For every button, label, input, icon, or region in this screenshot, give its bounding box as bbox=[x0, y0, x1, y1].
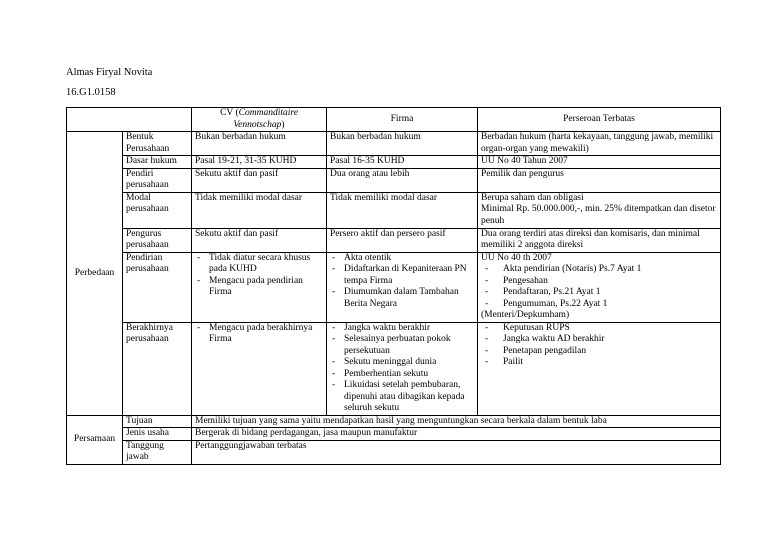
cell-pt bbox=[478, 322, 721, 415]
group-label-persamaan: Persamaan bbox=[67, 415, 123, 464]
list-item: - Likuidasi setelah pembubaran, dipenuhi atau dibagikan kepada seluruh sekutu bbox=[330, 380, 474, 415]
row-label: Berakhirnya perusahaan bbox=[123, 322, 192, 415]
list-item: - Akta otentik bbox=[330, 253, 474, 265]
row-label: Tanggung jawab bbox=[123, 440, 192, 464]
merged-cell: Memiliki tujuan yang sama yaitu mendapatkan hasil yang menguntungkan secara berkala dalam bentuk laba bbox=[192, 415, 721, 428]
row-label: Pendirian perusahaan bbox=[123, 252, 192, 322]
cell-pt: Pemilik dan pengurus bbox=[478, 168, 721, 192]
column-header-cv: CV (Commanditaire Vennotschap) bbox=[192, 108, 327, 132]
cell-cv: Tidak memiliki modal dasar bbox=[192, 192, 327, 228]
student-id: 16.G1.0158 bbox=[66, 87, 116, 98]
list-item: - Didaftarkan di Kepaniteraan PN tempa Firma bbox=[330, 264, 474, 287]
table-row bbox=[67, 156, 721, 169]
cell-firma: Bukan berbadan hukum bbox=[327, 132, 478, 156]
cell-pt-line: Minimal Rp. 50.000.000,-, min. 25% ditempatkan dan disetor penuh bbox=[481, 204, 716, 226]
cell-pt-heading: UU No 40 th 2007 bbox=[481, 252, 552, 263]
list-item: - Pengumuman, Ps.22 Ayat 1 bbox=[481, 299, 717, 311]
column-header-pt: Perseroan Terbatas bbox=[478, 108, 721, 132]
cell-pt: Berbadan hukum (harta kekayaan, tanggung jawab, memiliki organ-organ yang mewakili) bbox=[478, 132, 721, 156]
cell-firma bbox=[327, 252, 478, 322]
row-label: Pengurus perusahaan bbox=[123, 228, 192, 252]
list-item: - Diumumkan dalam Tambahan Berita Negara bbox=[330, 287, 474, 310]
cell-pt: Dua orang terdiri atas direksi dan komisaris, dan minimal memiliki 2 anggota direksi bbox=[478, 228, 721, 252]
cell-pt-note: (Menteri/Depkumham) bbox=[481, 310, 570, 320]
table-row bbox=[67, 228, 721, 252]
list-item: - Pendaftaran, Ps.21 Ayat 1 bbox=[481, 287, 717, 299]
table-row bbox=[67, 132, 721, 156]
comparison-table bbox=[66, 107, 721, 465]
merged-cell: Bergerak di bidang perdagangan, jasa maupun manufaktur bbox=[192, 428, 721, 441]
table-row bbox=[67, 428, 721, 441]
row-label: Modal perusahaan bbox=[123, 192, 192, 228]
column-header-firma: Firma bbox=[327, 108, 478, 132]
list-item: - Sekutu meninggal dunia bbox=[330, 357, 474, 369]
list-item: - Akta pendirian (Notaris) Ps.7 Ayat 1 bbox=[481, 264, 717, 276]
header-empty-cell bbox=[123, 108, 192, 132]
author-name: Almas Firyal Novita bbox=[66, 67, 153, 78]
group-label-perbedaan: Perbedaan bbox=[67, 132, 123, 416]
row-label: Dasar hukum bbox=[123, 156, 192, 169]
header-empty-cell bbox=[67, 108, 123, 132]
list-item: - Selesainya perbuatan pokok persekutuan bbox=[330, 334, 474, 357]
cell-cv: Sekutu aktif dan pasif bbox=[192, 168, 327, 192]
cell-firma: Tidak memiliki modal dasar bbox=[327, 192, 478, 228]
cell-pt bbox=[478, 252, 721, 322]
merged-cell: Pertanggungjawaban terbatas bbox=[192, 440, 721, 464]
list-item: - Pengesahan bbox=[481, 276, 717, 288]
list-item: - Mengacu pada berakhirnya Firma bbox=[195, 323, 323, 346]
table-header-row bbox=[67, 108, 721, 132]
cell-pt: UU No 40 Tahun 2007 bbox=[478, 156, 721, 169]
list-item: - Penetapan pengadilan bbox=[481, 346, 717, 358]
cell-firma: Pasal 16-35 KUHD bbox=[327, 156, 478, 169]
table-row bbox=[67, 415, 721, 428]
list-item: - Jangka waktu AD berakhir bbox=[481, 334, 717, 346]
row-label: Tujuan bbox=[123, 415, 192, 428]
cell-pt-line: Berupa saham dan obligasi bbox=[481, 192, 584, 203]
cell-firma: Persero aktif dan persero pasif bbox=[327, 228, 478, 252]
table-row bbox=[67, 192, 721, 228]
cell-cv: Bukan berbadan hukum bbox=[192, 132, 327, 156]
row-label: Pendiri perusahaan bbox=[123, 168, 192, 192]
cell-firma: Dua orang atau lebih bbox=[327, 168, 478, 192]
cell-cv bbox=[192, 252, 327, 322]
list-item: - Keputusan RUPS bbox=[481, 323, 717, 335]
list-item: - Mengacu pada pendirian Firma bbox=[195, 276, 323, 299]
list-item: - Pailit bbox=[481, 357, 717, 369]
cell-firma bbox=[327, 322, 478, 415]
cell-cv bbox=[192, 322, 327, 415]
list-item: - Pemberhentian sekutu bbox=[330, 369, 474, 381]
table-row bbox=[67, 252, 721, 322]
cell-cv: Sekutu aktif dan pasif bbox=[192, 228, 327, 252]
row-label: Bentuk Perusahaan bbox=[123, 132, 192, 156]
table-row bbox=[67, 440, 721, 464]
list-item: - Tidak diatur secara khusus pada KUHD bbox=[195, 253, 323, 276]
cell-pt bbox=[478, 192, 721, 228]
row-label: Jenis usaha bbox=[123, 428, 192, 441]
cell-cv: Pasal 19-21, 31-35 KUHD bbox=[192, 156, 327, 169]
list-item: - Jangka waktu berakhir bbox=[330, 323, 474, 335]
table-row bbox=[67, 322, 721, 415]
table-row bbox=[67, 168, 721, 192]
